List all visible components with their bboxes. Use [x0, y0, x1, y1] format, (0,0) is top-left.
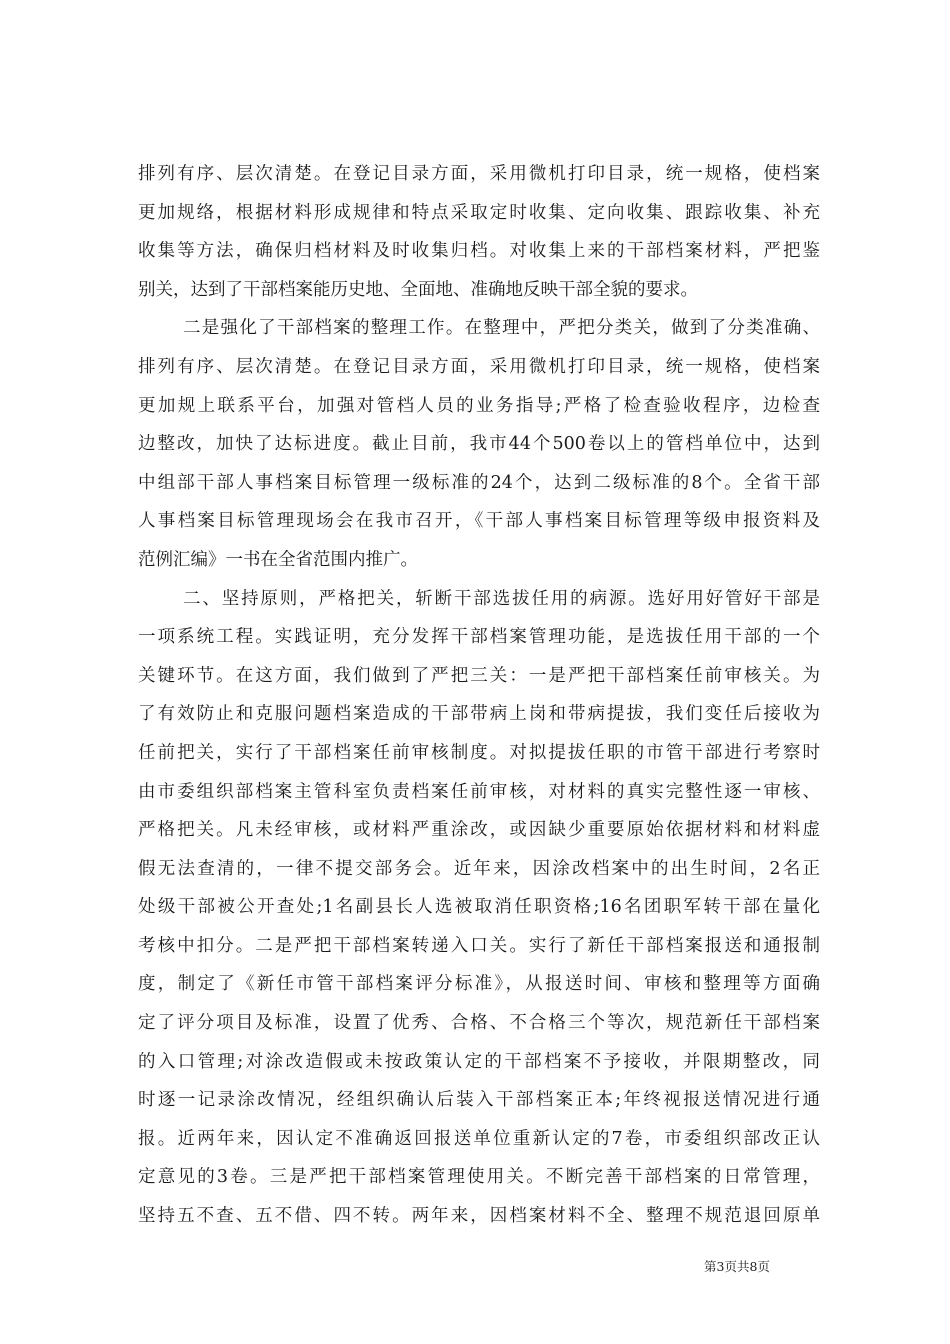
text-line: 坚持五不查、五不借、四不转。两年来，因档案材料不全、整理不规范退回原单 — [138, 1206, 820, 1227]
text-line: 处级干部被公开查处;1名副县长人选被取消任职资格;16名团职军转干部在量化 — [138, 897, 820, 918]
text-line: 报。近两年来，因认定不准确返回报送单位重新认定的7卷，市委组织部改正认 — [138, 1128, 820, 1149]
text-line: 严格把关。凡未经审核，或材料严重涂改，或因缺少重要原始依据材料和材料虚 — [138, 820, 820, 841]
body-text — [138, 155, 820, 1236]
text-line: 假无法查清的，一律不提交部务会。近年来，因涂改档案中的出生时间，2名正 — [138, 858, 820, 879]
text-line: 考核中扣分。二是严把干部档案转递入口关。实行了新任干部档案报送和通报制 — [138, 935, 820, 956]
text-line: 一项系统工程。实践证明，充分发挥干部档案管理功能，是选拔任用干部的一个 — [138, 627, 820, 648]
text-line: 范例汇编》一书在全省范围内推广。 — [138, 549, 418, 570]
text-line: 时逐一记录涂改情况，经组织确认后装入干部档案正本;年终视报送情况进行通 — [138, 1090, 820, 1111]
text-line: 别关，达到了干部档案能历史地、全面地、准确地反映干部全貌的要求。 — [138, 279, 698, 300]
text-line: 定意见的3卷。三是严把干部档案管理使用关。不断完善干部档案的日常管理， — [138, 1167, 820, 1188]
text-line: 边整改，加快了达标进度。截止目前，我市44个500卷以上的管档单位中，达到 — [138, 434, 820, 455]
text-line: 度，制定了《新任市管干部档案评分标准》，从报送时间、审核和整理等方面确 — [138, 974, 820, 995]
paragraph-start-line: 二是强化了干部档案的整理工作。在整理中，严把分类关，做到了分类准确、 — [183, 318, 820, 339]
text-line: 排列有序、层次清楚。在登记目录方面，采用微机打印目录，统一规格，使档案 — [138, 164, 820, 184]
text-line: 人事档案目标管理现场会在我市召开，《干部人事档案目标管理等级申报资料及 — [138, 511, 820, 532]
text-line: 的入口管理;对涂改造假或未按政策认定的干部档案不予接收，并限期整改，同 — [138, 1051, 820, 1072]
text-line: 排列有序、层次清楚。在登记目录方面，采用微机打印目录，统一规格，使档案 — [138, 356, 820, 377]
text-line: 更加规络，根据材料形成规律和特点采取定时收集、定向收集、跟踪收集、补充 — [138, 202, 820, 223]
text-line: 关键环节。在这方面，我们做到了严把三关：一是严把干部档案任前审核关。为 — [138, 665, 820, 686]
text-line: 由市委组织部档案主管科室负责档案任前审核，对材料的真实完整性逐一审核、 — [138, 781, 820, 802]
page-number: 第3页共8页 — [704, 1259, 770, 1274]
text-line: 定了评分项目及标准，设置了优秀、合格、不合格三个等次，规范新任干部档案 — [138, 1013, 820, 1034]
text-line: 中组部干部人事档案目标管理一级标准的24个，达到二级标准的8个。全省干部 — [138, 472, 820, 493]
text-line: 更加规上联系平台，加强对管档人员的业务指导;严格了检查验收程序，边检查 — [138, 395, 820, 416]
text-line: 了有效防止和克服问题档案造成的干部带病上岗和带病提拔，我们变任后接收为 — [138, 704, 820, 725]
text-line: 任前把关，实行了干部档案任前审核制度。对拟提拔任职的市管干部进行考察时 — [138, 742, 820, 763]
paragraph-start-line: 二、坚持原则，严格把关，斩断干部选拔任用的病源。选好用好管好干部是 — [183, 588, 820, 609]
text-line: 收集等方法，确保归档材料及时收集归档。对收集上来的干部档案材料，严把鉴 — [138, 241, 820, 262]
